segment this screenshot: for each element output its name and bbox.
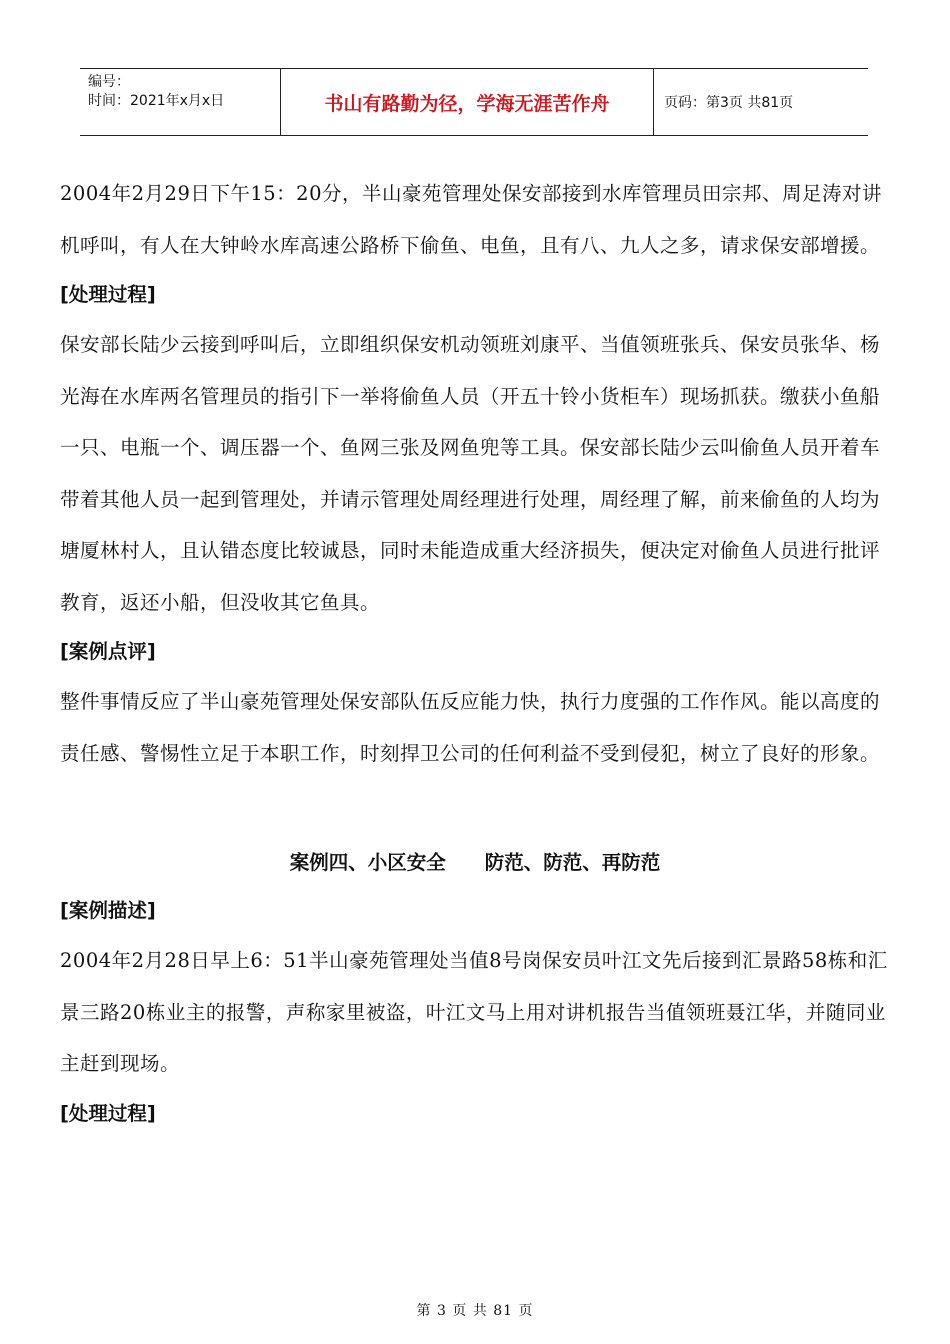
- document-body: [60, 168, 890, 1138]
- section-heading-review: [案例点评]: [60, 640, 156, 663]
- page-header: [80, 68, 868, 136]
- section-heading-handling-2: [处理过程]: [60, 1101, 156, 1125]
- paragraph-case-description: 2004年2月29日下午15：20分，半山豪苑管理处保安部接到水库管理员田宗邦、周足涛对讲机呼叫，有人在大钟岭水库高速公路桥下偷鱼、电鱼，且有八、九人之多，请求保安部增援。: [60, 182, 882, 257]
- document-number-label: 编号：: [88, 74, 130, 90]
- section-heading-description: [案例描述]: [60, 899, 156, 922]
- paragraph-review: 整件事情反应了半山豪苑管理处保安部队伍反应能力快，执行力度强的工作作风。能以高度的责任感、警惕性立足于本职工作，时刻捍卫公司的任何利益不受到侵犯，树立了良好的形象。: [60, 690, 881, 765]
- paragraph-handling: 保安部长陆少云接到呼叫后，立即组织保安机动领班刘康平、当值领班张兵、保安员张华、杨光海在水库两名管理员的指引下一举将偷鱼人员（开五十铃小货柜车）现场抓获。缴获小鱼船一只、电瓶一个、调压器一个、鱼网三张及网鱼兜等工具。保安部长陆少云叫偷鱼人员开着车带着其他人员一起到管理处，并请示管理处周经理进行处理，周经理了解，前来偷鱼的人均为塘厦林村人，且认错态度比较诚恳，同时未能造成重大经济损失，便决定对偷鱼人员进行批评教育，返还小船，但没收其它鱼具。: [60, 333, 881, 614]
- case-title: 案例四、小区安全 防范、防范、再防范: [289, 851, 661, 874]
- page-footer: 第 3 页 共 81 页: [416, 1303, 534, 1319]
- document-time-label: 时间：2021年x月x日: [88, 93, 225, 109]
- header-meta: [80, 69, 281, 135]
- header-motto: 书山有路勤为径，学海无涯苦作舟: [281, 69, 654, 135]
- paragraph-case4-description: 2004年2月28日早上6：51半山豪苑管理处当值8号岗保安员叶江文先后接到汇景路58栋和汇景三路20栋业主的报警，声称家里被盗，叶江文马上用对讲机报告当值领班聂江华，并随同业主赶到现场。: [60, 949, 888, 1075]
- section-heading-handling: [处理过程]: [60, 283, 156, 306]
- header-page-code: 页码：第3页 共81页: [664, 95, 794, 111]
